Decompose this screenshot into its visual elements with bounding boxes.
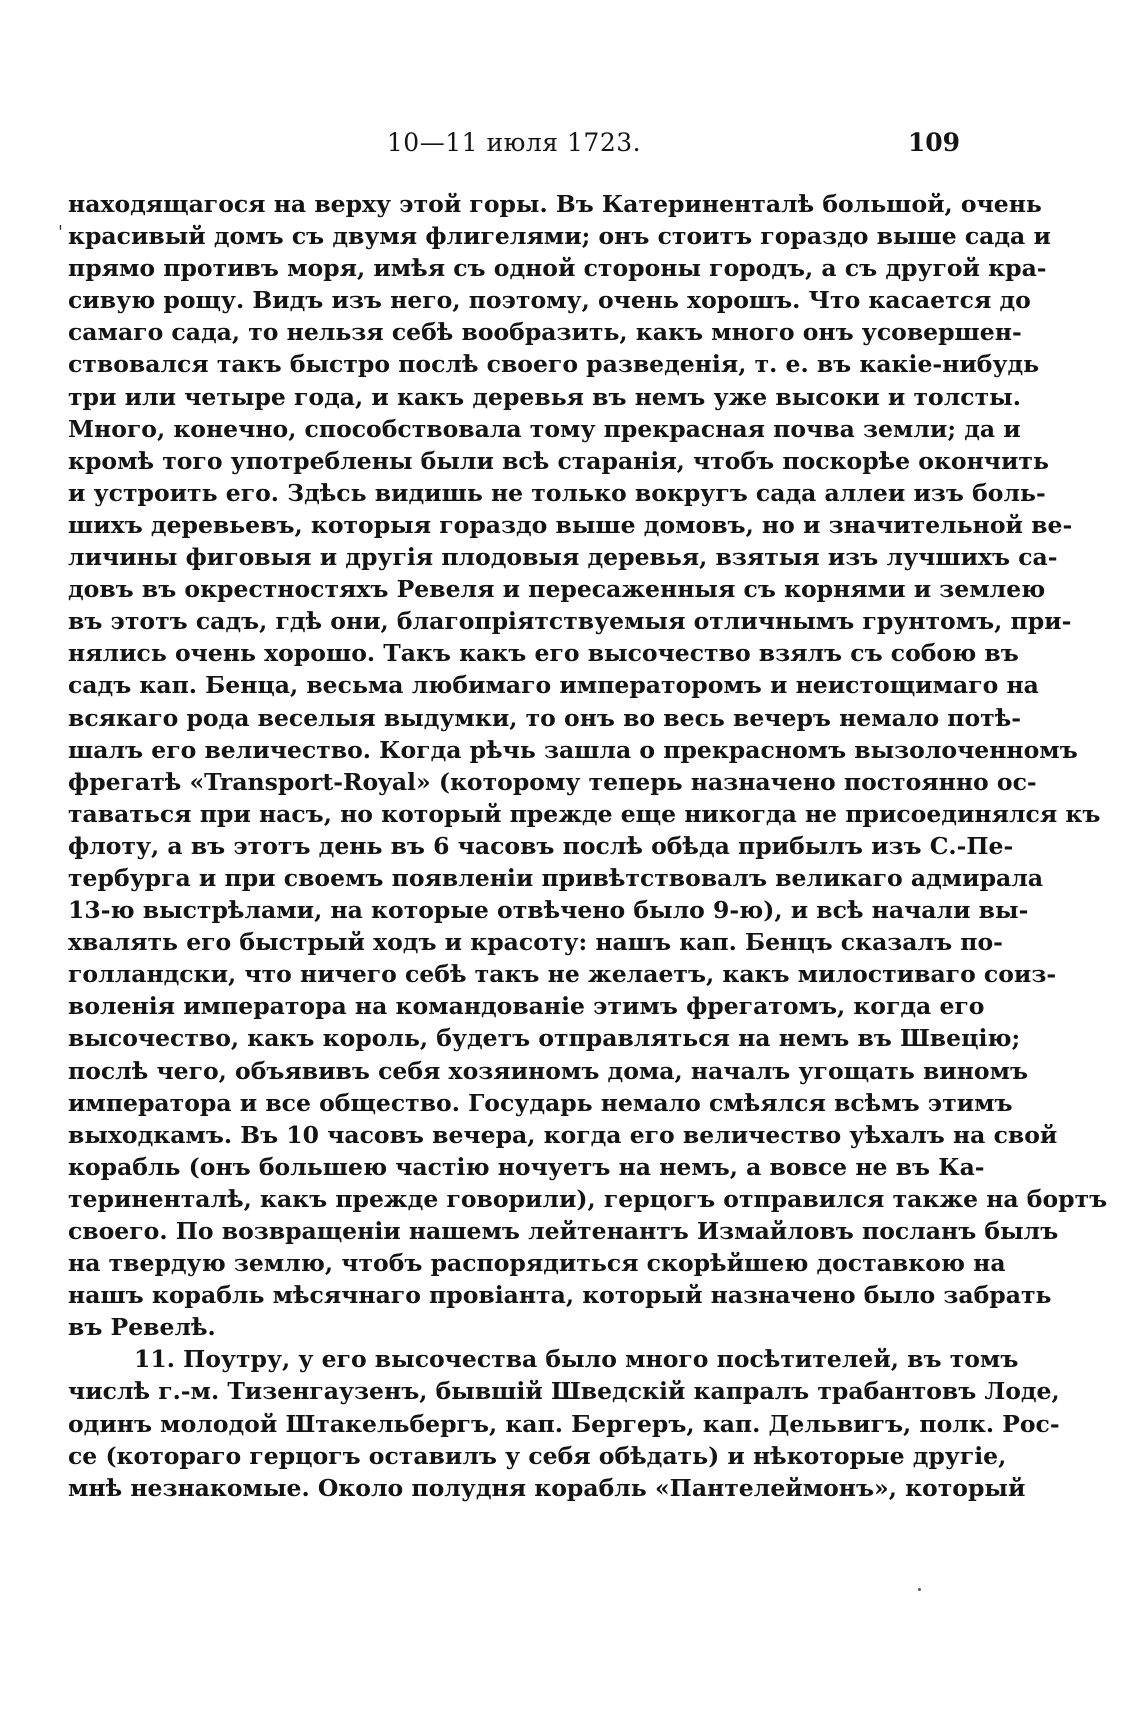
text-line: хвалять его быстрый ходъ и красоту: нашъ кап. Бенцъ сказалъ по- xyxy=(68,928,1003,957)
text-line: сивую рощу. Видъ изъ него, поэтому, очень хорошъ. Что касается до xyxy=(68,286,1031,315)
text-line: и устроить его. Здѣсь видишь не только вокругъ сада аллеи изъ боль- xyxy=(68,478,1046,507)
text-line: корабль (онъ большею частію ночуетъ на немъ, а вовсе не въ Ка- xyxy=(68,1152,985,1181)
text-line: шихъ деревьевъ, которыя гораздо выше домовъ, но и значительной ве- xyxy=(68,510,1073,539)
text-line: мнѣ незнакомые. Около полудня корабль «Пантелеймонъ», который xyxy=(68,1473,1026,1502)
text-line: личины фиговыя и другія плодовыя деревья, взятыя изъ лучшихъ са- xyxy=(68,543,1058,572)
text-line: высочество, какъ король, будетъ отправляться на немъ въ Швецію; xyxy=(68,1024,1021,1053)
text-line: 13-ю выстрѣлами, на которые отвѣчено было 9-ю), и всѣ начали вы- xyxy=(68,896,1029,925)
text-line: императора и все общество. Государь немало смѣялся всѣмъ этимъ xyxy=(68,1088,1013,1117)
text-line: Много, конечно, способствовала тому прекрасная почва земли; да и xyxy=(68,414,1021,443)
text-line: садъ кап. Бенца, весьма любимаго императоромъ и неистощимаго на xyxy=(68,671,1039,700)
text-line: довъ въ окрестностяхъ Ревеля и пересаженныя съ корнями и землею xyxy=(68,575,1046,604)
paragraph-2 xyxy=(68,1343,1060,1503)
stray-ink-dot xyxy=(918,1588,921,1591)
text-line: одинъ молодой Штакельбергъ, кап. Бергеръ, кап. Дельвигъ, полк. Рос- xyxy=(68,1409,1060,1438)
text-line: самаго сада, то нельзя себѣ вообразить, какъ много онъ усовершен- xyxy=(68,318,1022,347)
running-head xyxy=(68,128,960,162)
text-line: тербурга и при своемъ появленіи привѣтствовалъ великаго адмирала xyxy=(68,863,1044,892)
text-line: териненталѣ, какъ прежде говорили), герцогъ отправился также на бортъ xyxy=(68,1184,1108,1213)
running-title: 10—11 июля 1723. xyxy=(386,128,642,157)
text-line: фрегатѣ «Transport-Royal» (которому теперь назначено постоянно ос- xyxy=(68,767,1037,796)
text-line: три или четыре года, и какъ деревья въ немъ уже высоки и толсты. xyxy=(68,382,1021,411)
text-line: нашъ корабль мѣсячнаго провіанта, который назначено было забрать xyxy=(68,1281,1052,1310)
text-line: въ Ревелѣ. xyxy=(68,1313,216,1342)
page-number: 109 xyxy=(907,128,960,157)
text-line: таваться при насъ, но который прежде еще никогда не присоединялся къ xyxy=(68,799,1101,828)
text-line: выходкамъ. Въ 10 часовъ вечера, когда его величество уѣхалъ на свой xyxy=(68,1120,1058,1149)
text-line: кромѣ того употреблены были всѣ старанія, чтобъ поскорѣе окончить xyxy=(68,446,1049,475)
text-line: находящагося на верху этой горы. Въ Катериненталѣ большой, очень xyxy=(68,190,1042,218)
paragraph-1 xyxy=(68,188,1108,1343)
text-line: се (котораго герцогъ оставилъ у себя обѣдать) и нѣкоторые другіе, xyxy=(68,1441,1007,1470)
text-line: своего. По возвращеніи нашемъ лейтенантъ Измайловъ посланъ былъ xyxy=(68,1217,1059,1245)
body-text xyxy=(68,188,1108,1504)
text-line: ствовался такъ быстро послѣ своего разведенія, т. е. въ какіе-нибудь xyxy=(68,350,1040,379)
text-line: послѣ чего, объявивъ себя хозяиномъ дома, началъ угощать виномъ xyxy=(68,1056,1029,1085)
text-line: воленія императора на командованіе этимъ фрегатомъ, когда его xyxy=(68,992,985,1021)
text-line: голландски, что ничего себѣ такъ не желаетъ, какъ милостиваго соиз- xyxy=(68,960,1057,989)
text-line: на твердую землю, чтобъ распорядиться скорѣйшею доставкою на xyxy=(68,1249,1006,1278)
text-line: 11. Поутру, у его высочества было много посѣтителей, въ томъ xyxy=(134,1345,1019,1374)
text-line: всякаго рода веселыя выдумки, то онъ во весь вечеръ немало потѣ- xyxy=(68,703,1022,732)
text-line: флоту, а въ этотъ день въ 6 часовъ послѣ обѣда прибылъ изъ С.-Пе- xyxy=(68,831,1014,860)
text-line: нялись очень хорошо. Такъ какъ его высочество взялъ съ собою въ xyxy=(68,639,1019,668)
margin-tick-mark: ' xyxy=(58,222,63,243)
text-line: шалъ его величество. Когда рѣчь зашла о прекрасномъ вызолоченномъ xyxy=(68,735,1078,764)
text-line: числѣ г.-м. Тизенгаузенъ, бывшій Шведскій капралъ трабантовъ Лоде, xyxy=(68,1377,1060,1406)
text-line: въ этотъ садъ, гдѣ они, благопріятствуемыя отличнымъ грунтомъ, при- xyxy=(68,607,1072,636)
text-line: прямо противъ моря, имѣя съ одной стороны городъ, а съ другой кра- xyxy=(68,254,1047,283)
text-line: красивый домъ съ двумя флигелями; онъ стоитъ гораздо выше сада и xyxy=(68,222,1051,251)
